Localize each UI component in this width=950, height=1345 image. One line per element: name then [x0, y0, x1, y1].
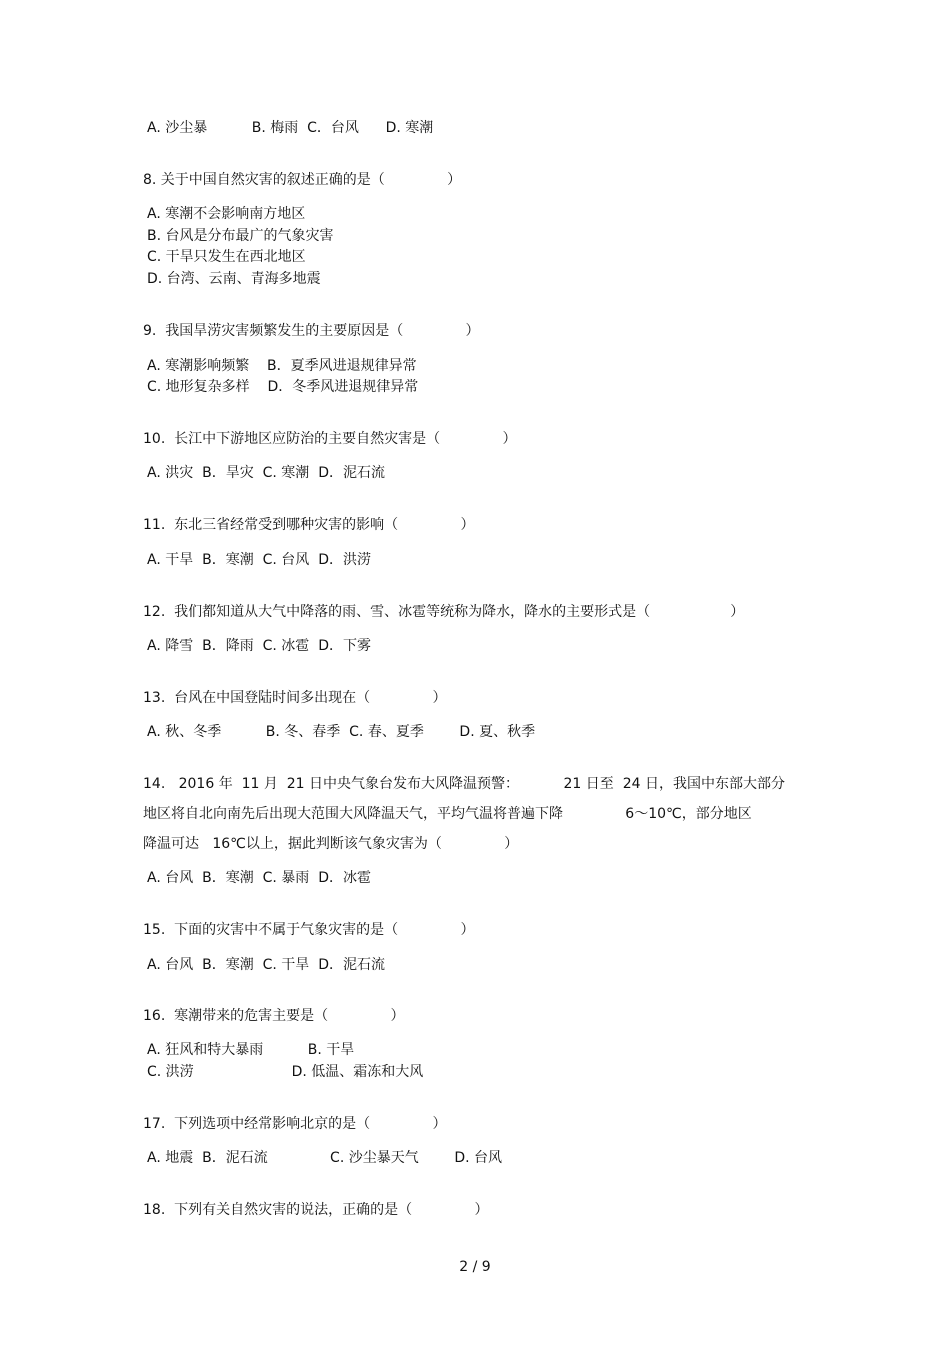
- q9-options-ab: A. 寒潮影响频繁 B．夏季风进退规律异常: [147, 358, 417, 374]
- q13-options: A. 秋、冬季 B. 冬、春季 C. 春、夏季 D. 夏、秋季: [147, 724, 536, 740]
- q16-stem: 16. 寒潮带来的危害主要是（ ）: [143, 1008, 405, 1024]
- q16-options-cd: C. 洪涝 D. 低温、霜冻和大风: [147, 1064, 424, 1080]
- q8-stem: 8. 关于中国自然灾害的叙述正确的是（ ）: [143, 172, 462, 188]
- q13-stem: 13. 台风在中国登陆时间多出现在（ ）: [143, 690, 447, 706]
- q15-stem: 15. 下面的灾害中不属于气象灾害的是（ ）: [143, 922, 475, 938]
- q7-options: A. 沙尘暴 B. 梅雨 C．台风 D. 寒潮: [147, 120, 434, 136]
- page-number: 2 / 9: [459, 1259, 491, 1275]
- q10-options: A. 洪灾 B．旱灾 C. 寒潮 D．泥石流: [147, 465, 385, 481]
- q14-stem-line-3: 降温可达 16℃以上，据此判断该气象灾害为（ ）: [143, 836, 519, 852]
- q9-options-cd: C. 地形复杂多样 D．冬季风进退规律异常: [147, 379, 419, 395]
- q17-options: A. 地震 B．泥石流 C. 沙尘暴天气 D. 台风: [147, 1150, 502, 1166]
- q16-options-ab: A. 狂风和特大暴雨 B. 干旱: [147, 1042, 355, 1058]
- q12-stem: 12. 我们都知道从大气中降落的雨、雪、冰雹等统称为降水，降水的主要形式是（ ）: [143, 604, 745, 620]
- q9-stem: 9. 我国旱涝灾害频繁发生的主要原因是（ ）: [143, 323, 480, 339]
- q8-option-b: B. 台风是分布最广的气象灾害: [147, 228, 334, 244]
- q8-option-c: C. 干旱只发生在西北地区: [147, 249, 306, 265]
- q11-options: A. 干旱 B．寒潮 C. 台风 D．洪涝: [147, 552, 371, 568]
- q8-option-a: A. 寒潮不会影响南方地区: [147, 206, 306, 222]
- q11-stem: 11. 东北三省经常受到哪种灾害的影响（ ）: [143, 517, 475, 533]
- q12-options: A. 降雪 B．降雨 C. 冰雹 D．下雾: [147, 638, 371, 654]
- q8-option-d: D. 台湾、云南、青海多地震: [147, 271, 321, 287]
- q17-stem: 17. 下列选项中经常影响北京的是（ ）: [143, 1116, 447, 1132]
- q15-options: A. 台风 B．寒潮 C. 干旱 D．泥石流: [147, 957, 385, 973]
- q18-stem: 18. 下列有关自然灾害的说法，正确的是（ ）: [143, 1202, 489, 1218]
- q14-options: A. 台风 B．寒潮 C. 暴雨 D．冰雹: [147, 870, 371, 886]
- q10-stem: 10. 长江中下游地区应防治的主要自然灾害是（ ）: [143, 431, 517, 447]
- q14-stem-line-2: 地区将自北向南先后出现大范围大风降温天气，平均气温将普遍下降 6～10℃，部分地区: [143, 806, 752, 822]
- q14-stem-line-1: 14. 2016 年 11 月 21 日中央气象台发布大风降温预警： 21 日至 24 日，我国中东部大部分: [143, 776, 785, 792]
